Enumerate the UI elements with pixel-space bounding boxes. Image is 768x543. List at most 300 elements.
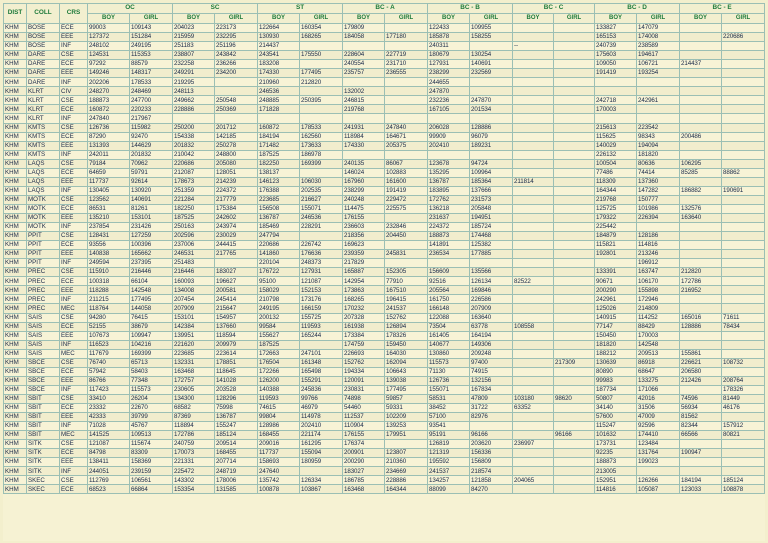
cell-bcd-girl: 74414	[637, 168, 680, 177]
cell-bca-boy: 240248	[343, 195, 385, 204]
cell-oc-boy: 94280	[88, 313, 130, 322]
cell-bcc-boy	[513, 385, 554, 394]
cell-bcb-girl: 156336	[470, 449, 513, 458]
cell-bca-boy: 176155	[343, 431, 385, 440]
table-row	[4, 69, 765, 78]
cell-dist: KHM	[4, 213, 27, 222]
cell-bcd-boy: 192801	[595, 250, 637, 259]
cell-sc-boy: 132331	[173, 358, 215, 367]
cell-bce-girl: 220686	[722, 33, 765, 42]
cell-bca-girl: 204450	[385, 232, 428, 241]
cell-bcc-girl	[554, 376, 595, 385]
table-row	[4, 60, 765, 69]
cell-bcb-boy: 38452	[428, 403, 470, 412]
table-row	[4, 394, 765, 403]
cell-sc-boy: 87369	[173, 413, 215, 422]
table-row	[4, 259, 765, 268]
table-row	[4, 422, 765, 431]
cell-coll: PREC	[27, 286, 60, 295]
cell-crs: CSE	[60, 440, 88, 449]
cell-bcc-boy	[513, 259, 554, 268]
cell-bce-boy	[680, 458, 722, 467]
cell-bca-girl: 102209	[385, 413, 428, 422]
cell-bcb-girl: 109955	[470, 24, 513, 33]
cell-crs: INF	[60, 385, 88, 394]
cell-bcc-girl	[554, 476, 595, 485]
cell-bca-girl: 102883	[385, 168, 428, 177]
cell-bcd-boy	[595, 259, 637, 268]
header-sc-boy: BOY	[173, 14, 215, 24]
table-row	[4, 367, 765, 376]
cell-bca-boy: 218356	[343, 232, 385, 241]
cell-bca-boy: 176374	[343, 440, 385, 449]
cell-bcc-girl	[554, 69, 595, 78]
cell-oc-girl: 109143	[130, 24, 173, 33]
cell-sc-boy: 139951	[173, 331, 215, 340]
cell-bca-girl: 139253	[385, 422, 428, 431]
cell-sc-girl: 250278	[215, 141, 258, 150]
cell-bcb-boy: 99909	[428, 132, 470, 141]
cell-bcd-boy: 242961	[595, 295, 637, 304]
cell-crs: INF	[60, 78, 88, 87]
cell-bcc-girl	[554, 440, 595, 449]
cell-coll: SBIT	[27, 422, 60, 431]
cell-st-boy	[258, 114, 300, 123]
cell-oc-girl: 58403	[130, 367, 173, 376]
cell-bcc-boy	[513, 168, 554, 177]
table-row	[4, 322, 765, 331]
cell-crs: EEE	[60, 286, 88, 295]
cell-bce-girl: 190691	[722, 186, 765, 195]
cell-bca-boy: 142954	[343, 277, 385, 286]
cell-oc-boy: 149246	[88, 69, 130, 78]
cell-bce-girl	[722, 177, 765, 186]
cell-st-girl: 161295	[300, 440, 343, 449]
cell-bce-girl	[722, 195, 765, 204]
cell-bcb-girl: 97400	[470, 358, 513, 367]
cell-oc-boy: 93556	[88, 241, 130, 250]
cell-st-boy: 158693	[258, 458, 300, 467]
cell-bcc-boy	[513, 304, 554, 313]
cell-bcd-girl: 142548	[637, 340, 680, 349]
cell-bce-boy	[680, 105, 722, 114]
cell-crs: CSE	[60, 195, 88, 204]
cell-st-girl: 202535	[300, 186, 343, 195]
cell-coll: SAIS	[27, 322, 60, 331]
cell-bcc-boy: 103180	[513, 394, 554, 403]
cell-bca-girl: 178326	[385, 331, 428, 340]
cell-bcb-boy	[428, 150, 470, 159]
cell-sc-girl: 251196	[215, 42, 258, 51]
header-coll: COLL	[27, 4, 60, 24]
cell-st-girl	[300, 168, 343, 177]
table-row	[4, 268, 765, 277]
cell-oc-girl: 144058	[130, 304, 173, 313]
cell-sc-girl: 196627	[215, 277, 258, 286]
cell-st-boy: 243541	[258, 51, 300, 60]
cell-sc-boy: 221620	[173, 340, 215, 349]
cell-crs: EEE	[60, 141, 88, 150]
cell-sc-girl: 155247	[215, 422, 258, 431]
cell-sc-boy: 221284	[173, 195, 215, 204]
cell-bca-girl	[385, 259, 428, 268]
cell-oc-girl: 237395	[130, 259, 173, 268]
table-row	[4, 313, 765, 322]
cell-coll: BOSE	[27, 24, 60, 33]
cell-st-girl: 248373	[300, 259, 343, 268]
cell-bce-boy	[680, 467, 722, 476]
cell-sc-boy: 202596	[173, 232, 215, 241]
cell-crs: ECE	[60, 277, 88, 286]
cell-coll: SAIS	[27, 313, 60, 322]
cell-oc-boy: 248270	[88, 87, 130, 96]
cell-crs: CSE	[60, 268, 88, 277]
cell-crs: CSE	[60, 51, 88, 60]
cell-bcc-boy	[513, 51, 554, 60]
cell-bcc-boy: 236997	[513, 440, 554, 449]
cell-bcd-boy: 240739	[595, 42, 637, 51]
cell-sc-boy: 215959	[173, 33, 215, 42]
cell-bce-boy	[680, 177, 722, 186]
cell-crs: CSE	[60, 313, 88, 322]
cell-dist: KHM	[4, 69, 27, 78]
cell-bcb-girl: 94724	[470, 159, 513, 168]
cell-bcc-girl	[554, 340, 595, 349]
table-row	[4, 186, 765, 195]
cell-crs: EEE	[60, 177, 88, 186]
cell-sc-girl: 200581	[215, 286, 258, 295]
cell-bcd-girl: 114816	[637, 241, 680, 250]
cell-bcb-boy: 141891	[428, 241, 470, 250]
cell-bce-boy	[680, 440, 722, 449]
cell-bce-boy: 216952	[680, 286, 722, 295]
cell-sc-boy: 207454	[173, 295, 215, 304]
cell-oc-girl: 39799	[130, 413, 173, 422]
cell-bce-boy: 206580	[680, 367, 722, 376]
cell-st-girl: 119593	[300, 322, 343, 331]
cell-bcb-girl: 126134	[470, 277, 513, 286]
cell-bca-girl: 227719	[385, 51, 428, 60]
cell-oc-girl: 115982	[130, 123, 173, 132]
cell-crs: CSE	[60, 123, 88, 132]
cell-bca-girl: 152762	[385, 313, 428, 322]
cell-crs: ECE	[60, 322, 88, 331]
cell-bcb-girl: 130254	[470, 51, 513, 60]
cell-sc-girl: 248719	[215, 467, 258, 476]
cell-dist: KHM	[4, 123, 27, 132]
cell-dist: KHM	[4, 394, 27, 403]
cell-bcc-boy	[513, 213, 554, 222]
cell-bcc-girl	[554, 159, 595, 168]
cell-sc-girl: 137660	[215, 322, 258, 331]
cell-sc-girl: 178006	[215, 476, 258, 485]
cell-sc-girl: 234200	[215, 69, 258, 78]
cell-dist: KHM	[4, 150, 27, 159]
cell-crs: EEE	[60, 213, 88, 222]
cell-oc-girl: 100396	[130, 241, 173, 250]
cell-oc-girl: 92614	[130, 177, 173, 186]
cell-bca-girl: 177495	[385, 385, 428, 394]
cell-sc-boy: 240759	[173, 440, 215, 449]
cell-bcc-girl	[554, 150, 595, 159]
cell-bcc-girl	[554, 33, 595, 42]
cell-bce-boy: 85285	[680, 168, 722, 177]
cell-oc-boy: 242011	[88, 150, 130, 159]
cell-sc-girl: 214239	[215, 177, 258, 186]
cell-bce-boy	[680, 87, 722, 96]
cell-sc-boy: 178673	[173, 177, 215, 186]
table-row	[4, 458, 765, 467]
cell-bcb-boy: 188873	[428, 232, 470, 241]
cell-bce-girl	[722, 223, 765, 232]
cell-st-girl: 162560	[300, 132, 343, 141]
cell-oc-girl: 76415	[130, 313, 173, 322]
table-row	[4, 331, 765, 340]
cell-oc-girl: 92470	[130, 132, 173, 141]
table-row	[4, 440, 765, 449]
cell-bcd-girl: 31506	[637, 403, 680, 412]
cell-sc-boy: 216446	[173, 268, 215, 277]
cell-st-girl: 155071	[300, 204, 343, 213]
cell-coll: LAQS	[27, 168, 60, 177]
cell-st-girl: 177495	[300, 69, 343, 78]
cell-bcd-boy: 188873	[595, 458, 637, 467]
cell-oc-girl: 140691	[130, 195, 173, 204]
cell-sc-boy: 201832	[173, 141, 215, 150]
cell-sc-boy: 251183	[173, 42, 215, 51]
cell-coll: SITK	[27, 449, 60, 458]
cell-coll: KLRT	[27, 87, 60, 96]
cell-bcd-boy: 90671	[595, 277, 637, 286]
cell-oc-boy: 126736	[88, 123, 130, 132]
cell-bcc-boy	[513, 485, 554, 494]
cell-dist: KHM	[4, 295, 27, 304]
cell-bca-boy: 163468	[343, 485, 385, 494]
cell-bcb-girl: 218574	[470, 467, 513, 476]
cell-crs: MEC	[60, 431, 88, 440]
cell-bcd-girl: 101986	[637, 204, 680, 213]
cell-dist: KHM	[4, 159, 27, 168]
cell-st-boy: 172266	[258, 367, 300, 376]
cell-bcc-girl	[554, 213, 595, 222]
cell-bcd-girl: 174410	[637, 431, 680, 440]
cell-bcb-boy: 134257	[428, 476, 470, 485]
table-row	[4, 24, 765, 33]
cell-st-boy: 140388	[258, 385, 300, 394]
cell-dist: KHM	[4, 204, 27, 213]
cell-bcb-boy: 180679	[428, 51, 470, 60]
cell-bca-girl	[385, 114, 428, 123]
cell-sc-girl: 217765	[215, 250, 258, 259]
cell-bca-boy	[343, 150, 385, 159]
cell-dist: KHM	[4, 241, 27, 250]
cell-sc-boy: 249662	[173, 96, 215, 105]
cell-bcd-boy	[595, 78, 637, 87]
cell-st-girl	[300, 60, 343, 69]
cell-coll: DARE	[27, 60, 60, 69]
cell-bcb-boy: 136787	[428, 177, 470, 186]
cell-bce-girl	[722, 458, 765, 467]
cell-bcc-girl	[554, 114, 595, 123]
cell-sc-boy: 172757	[173, 376, 215, 385]
cell-bcd-boy: 115625	[595, 132, 637, 141]
cell-bca-girl: 86067	[385, 159, 428, 168]
cell-bce-boy	[680, 340, 722, 349]
cell-bcb-girl: 137666	[470, 186, 513, 195]
cell-sc-girl: 248800	[215, 150, 258, 159]
cell-crs: EEE	[60, 376, 88, 385]
cell-bcc-girl	[554, 232, 595, 241]
cell-bce-boy	[680, 123, 722, 132]
cell-sc-girl: 136787	[215, 413, 258, 422]
cell-bce-boy	[680, 241, 722, 250]
cell-oc-girl: 70962	[130, 159, 173, 168]
cell-dist: KHM	[4, 33, 27, 42]
table-row	[4, 42, 765, 51]
cell-coll: SBCE	[27, 385, 60, 394]
cell-bcb-girl: 121858	[470, 476, 513, 485]
header-crs: CRS	[60, 4, 88, 24]
cell-bce-girl	[722, 304, 765, 313]
cell-bcb-boy: 161405	[428, 331, 470, 340]
cell-bcd-girl	[637, 78, 680, 87]
cell-bce-girl	[722, 331, 765, 340]
cell-st-girl: 186978	[300, 150, 343, 159]
cell-crs: INF	[60, 42, 88, 51]
cell-bcc-girl	[554, 141, 595, 150]
cell-oc-boy: 99003	[88, 24, 130, 33]
cell-bca-girl	[385, 150, 428, 159]
cell-bcd-boy: 80890	[595, 367, 637, 376]
cell-st-boy: 136787	[258, 213, 300, 222]
cell-st-boy: 168455	[258, 431, 300, 440]
table-row	[4, 467, 765, 476]
cell-bcc-boy	[513, 69, 554, 78]
cell-sc-girl: 223614	[215, 349, 258, 358]
cell-st-girl: 165244	[300, 331, 343, 340]
cell-bce-girl	[722, 87, 765, 96]
header-bce-boy: BOY	[680, 14, 722, 24]
cell-bcd-boy: 50807	[595, 394, 637, 403]
cell-bce-girl: 81449	[722, 394, 765, 403]
cell-st-girl	[300, 87, 343, 96]
cell-sc-girl: 207714	[215, 458, 258, 467]
table-row	[4, 485, 765, 494]
cell-coll: SBCE	[27, 376, 60, 385]
cell-sc-boy: 221331	[173, 458, 215, 467]
cell-sc-girl: 230029	[215, 232, 258, 241]
cell-bcb-girl	[470, 422, 513, 431]
cell-bcb-boy: 130860	[428, 349, 470, 358]
cell-bce-boy: 212820	[680, 268, 722, 277]
cell-bcc-girl	[554, 24, 595, 33]
cell-bcd-girl	[637, 467, 680, 476]
cell-st-girl: 173176	[300, 295, 343, 304]
cell-bcd-girl: 47009	[637, 413, 680, 422]
cell-oc-girl: 148317	[130, 69, 173, 78]
cell-bca-boy: 173384	[343, 331, 385, 340]
cell-st-girl	[300, 42, 343, 51]
cell-st-girl: 246536	[300, 213, 343, 222]
header-bcb-boy: BOY	[428, 14, 470, 24]
cell-oc-girl: 248469	[130, 87, 173, 96]
cell-bca-boy: 114475	[343, 204, 385, 213]
cell-dist: KHM	[4, 177, 27, 186]
cell-st-girl: 173633	[300, 141, 343, 150]
cell-oc-boy: 79184	[88, 159, 130, 168]
cell-bcc-boy	[513, 268, 554, 277]
cell-bcb-girl: 63778	[470, 322, 513, 331]
cell-st-girl: 165498	[300, 367, 343, 376]
cell-bcc-girl	[554, 422, 595, 431]
cell-oc-girl: 153101	[130, 213, 173, 222]
cell-bcb-boy: 93541	[428, 422, 470, 431]
cell-bce-boy: 186882	[680, 186, 722, 195]
cell-sc-boy: 220686	[173, 159, 215, 168]
cell-bcd-boy: 191419	[595, 69, 637, 78]
table-row	[4, 78, 765, 87]
cell-bca-girl: 126894	[385, 322, 428, 331]
cell-bcd-girl: 133275	[637, 376, 680, 385]
header-oc-boy: BOY	[88, 14, 130, 24]
table-row	[4, 250, 765, 259]
cell-bcb-girl: 207909	[470, 304, 513, 313]
cell-bcc-boy	[513, 250, 554, 259]
cell-bca-girl	[385, 42, 428, 51]
cell-bcd-boy: 77486	[595, 168, 637, 177]
cell-bce-girl	[722, 141, 765, 150]
cell-bcd-girl: 163747	[637, 268, 680, 277]
cell-bce-boy: 74596	[680, 394, 722, 403]
cell-sc-boy: 160093	[173, 277, 215, 286]
cell-bcc-girl: 96166	[554, 431, 595, 440]
cell-oc-boy: 86531	[88, 204, 130, 213]
cell-st-boy: 187525	[258, 340, 300, 349]
cell-oc-girl: 22670	[130, 403, 173, 412]
header-sc-girl: GIRL	[215, 14, 258, 24]
cell-oc-boy: 97292	[88, 60, 130, 69]
cell-bcb-boy: 206028	[428, 123, 470, 132]
cell-bca-boy: 74898	[343, 394, 385, 403]
cell-bce-boy	[680, 259, 722, 268]
cell-bcb-boy: 244655	[428, 78, 470, 87]
cell-dist: KHM	[4, 322, 27, 331]
cell-bcc-boy	[513, 340, 554, 349]
table-row	[4, 123, 765, 132]
cell-bcb-boy	[428, 259, 470, 268]
cell-bcb-girl	[470, 114, 513, 123]
cell-bcc-boy	[513, 295, 554, 304]
cell-st-boy: 95100	[258, 277, 300, 286]
cell-bcb-girl: 167834	[470, 385, 513, 394]
cell-bce-girl: 46176	[722, 403, 765, 412]
cell-crs: ECE	[60, 105, 88, 114]
cell-sc-boy: 134008	[173, 286, 215, 295]
cell-bca-boy: 120091	[343, 376, 385, 385]
cell-oc-boy: 57942	[88, 367, 130, 376]
cell-bcc-girl	[554, 177, 595, 186]
cell-bca-boy: 54460	[343, 403, 385, 412]
cell-st-boy: 210960	[258, 78, 300, 87]
cell-st-girl: 155094	[300, 449, 343, 458]
table-row	[4, 213, 765, 222]
cell-bcd-boy: 118309	[595, 177, 637, 186]
cell-bcb-girl	[470, 259, 513, 268]
cell-st-girl	[300, 105, 343, 114]
cell-crs: INF	[60, 467, 88, 476]
cell-crs: ECE	[60, 403, 88, 412]
cell-bca-boy	[343, 114, 385, 123]
